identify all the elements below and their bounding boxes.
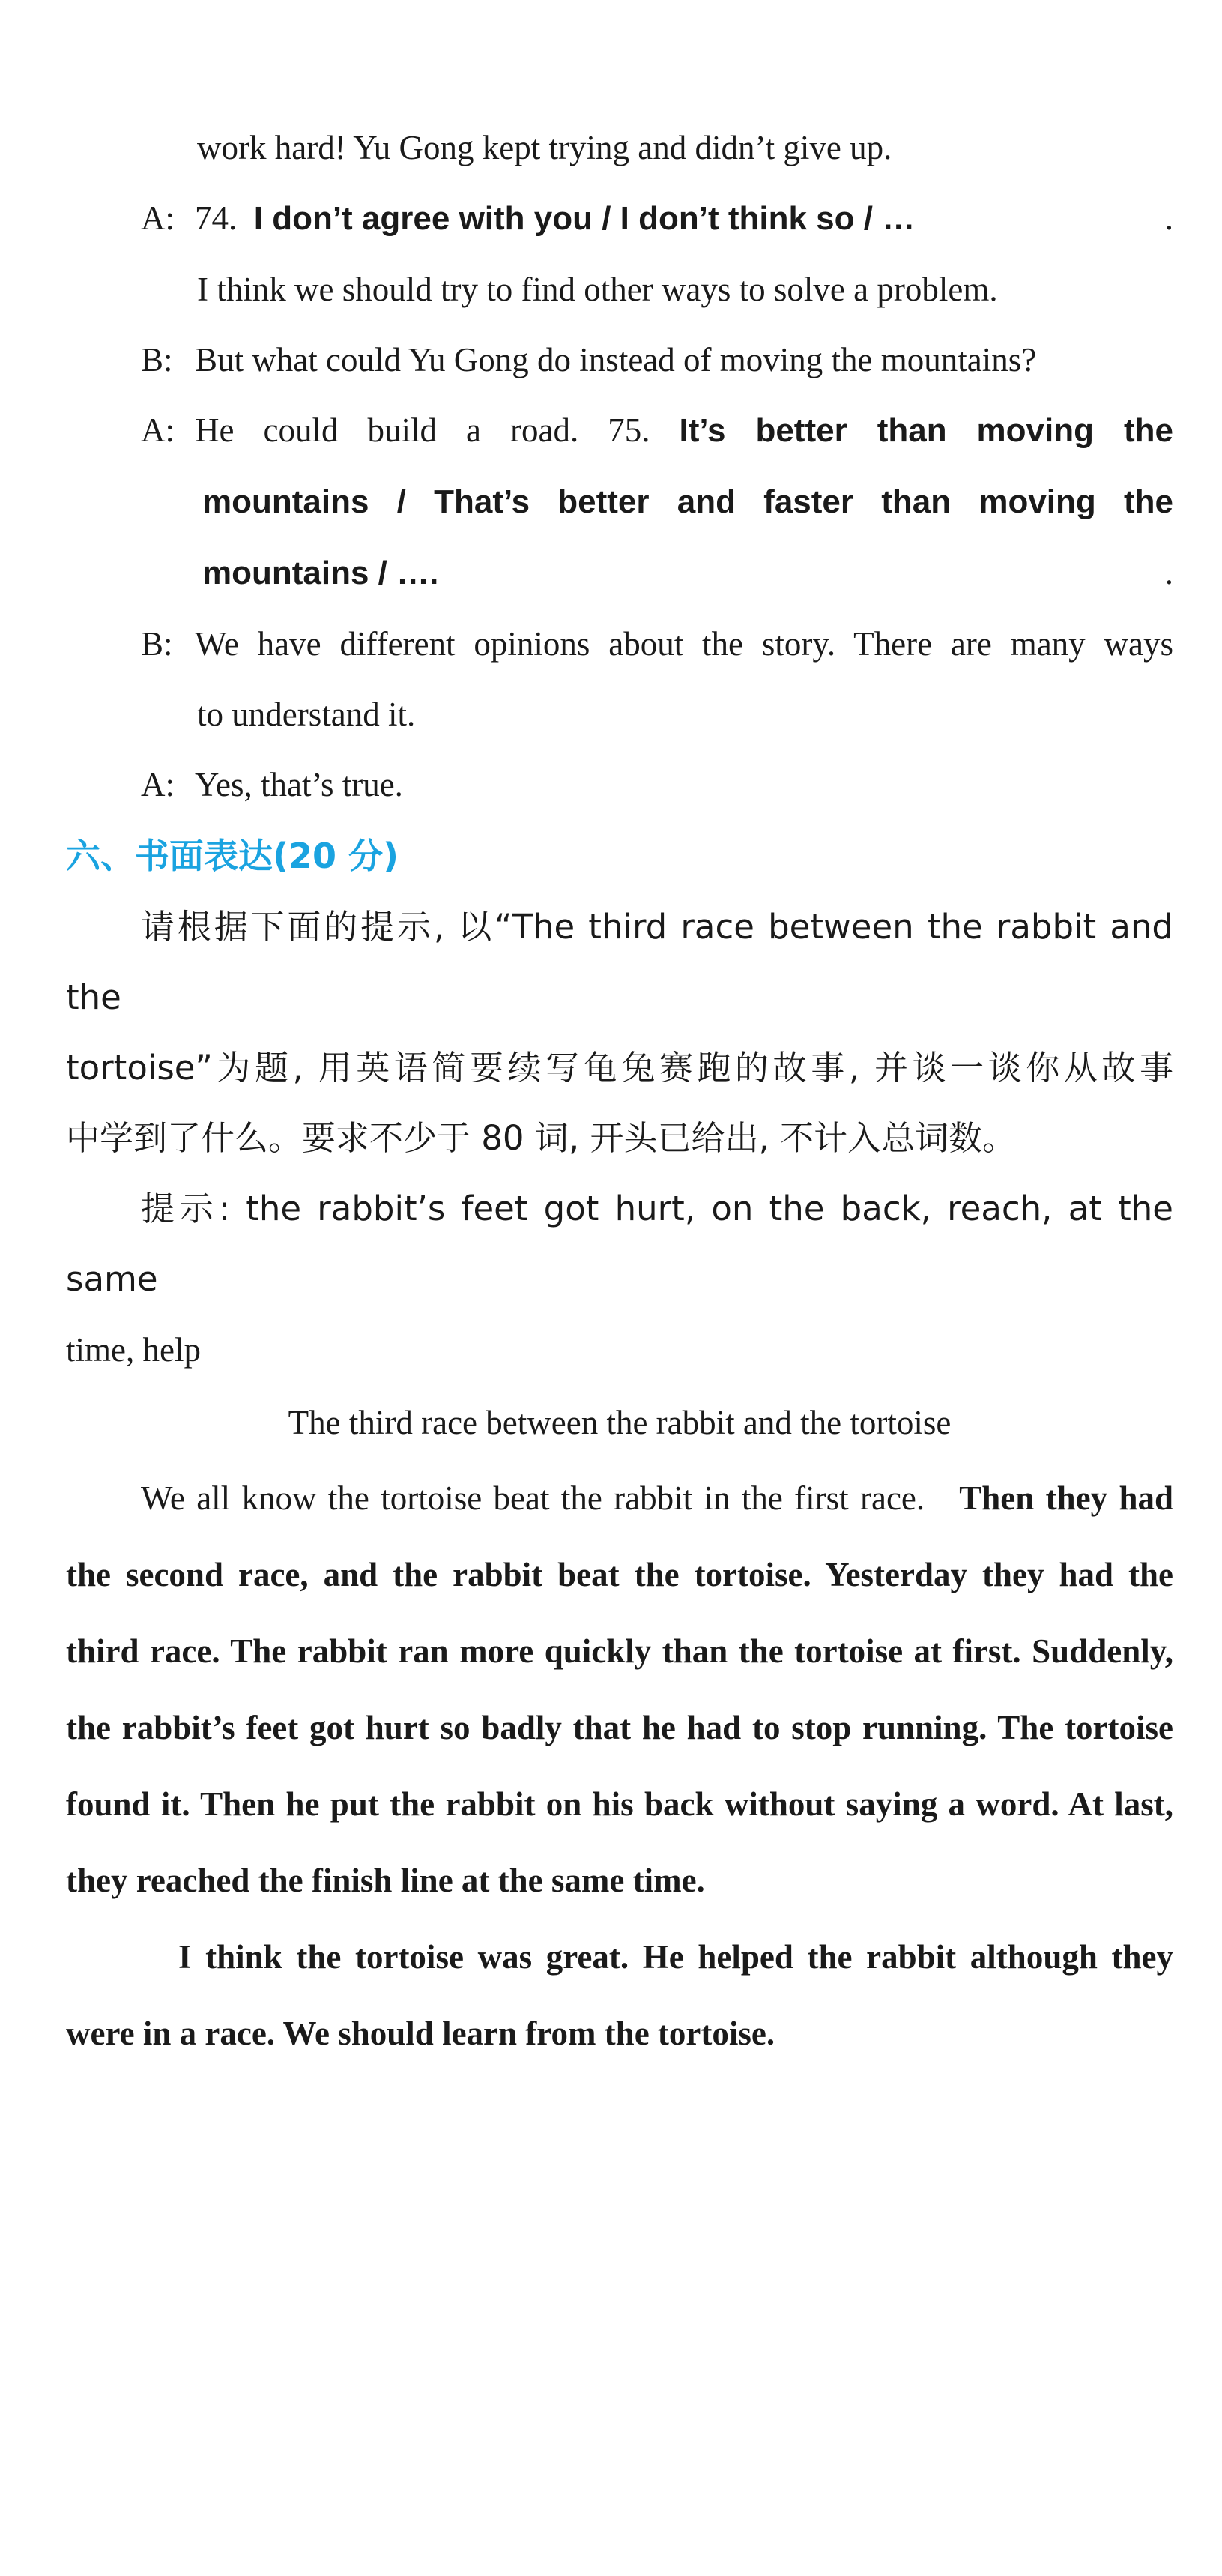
hint-line: 提示: the rabbit’s feet got hurt, on the back, reach, at the same [66,1189,1173,1299]
dialogue-line-b2 [66,609,1173,679]
period-mark: . [1164,199,1173,237]
speaker-label: A: [141,411,175,449]
dialogue-text: Yes, that’s true. [195,766,403,803]
essay-title: The third race between the rabbit and the tortoise [288,1404,952,1441]
speaker-label: A: [141,766,175,803]
essay-given-text: We all know the tortoise beat the rabbit in the first race. [141,1479,925,1517]
essay-paragraph-2: I think the tortoise was great. He helped the rabbit although they were in a race. We should learn from the tortoise. [66,1938,1173,2052]
answer-line [66,537,1173,609]
answer-text: I don’t agree with you / I don’t think so / … [253,200,916,237]
answer-line [66,466,1173,537]
answer-text: It’s better than moving the [679,412,1174,449]
dialogue-text: He could build a road. 75. [195,411,650,449]
instruction-line: 请根据下面的提示, 以“The third race between the rabbit and the [66,907,1173,1017]
dialogue-line: to understand it. [197,696,416,733]
document-page [66,112,1173,2072]
dialogue-line-a74 [66,183,1173,254]
dialogue-line: I think we should try to find other ways to solve a problem. [197,271,998,308]
essay-answer-text: Then they had the second race, and the rabbit beat the tortoise. Yesterday they had the third race. The rabbit ran more quickly than the tortoise at first. Suddenly, the rabbit’s feet got hurt so badly that he had to stop running. The tortoise found it. Then he put the rabbit on his back without saying a word. At last, they reached the finish line at the same time. [66,1479,1174,1899]
speaker-label: B: [141,341,173,378]
dialogue-line-a-last [66,749,1173,820]
answer-text: mountains / …. [202,555,439,591]
dialogue-line-a75 [66,395,1173,466]
section-title: 六、书面表达(20 分) [66,836,399,876]
question-number: 74. [195,199,238,237]
instruction-line: 中学到了什么。要求不少于 80 词, 开头已给出, 不计入总词数。 [66,1118,1017,1158]
instruction-line: tortoise”为题, 用英语简要续写龟兔赛跑的故事, 并谈一谈你从故事 [66,1048,1173,1088]
period-mark: . [1164,554,1173,591]
speaker-label: B: [141,625,173,663]
essay-paragraph-1 [66,1460,1173,1919]
dialogue-text: But what could Yu Gong do instead of moving the mountains? [195,341,1037,378]
dialogue-line-b1 [66,325,1173,395]
dialogue-line: work hard! Yu Gong kept trying and didn’t give up. [197,129,892,166]
speaker-label: A: [141,199,175,237]
answer-text: mountains / That’s better and faster than moving the [202,483,1173,520]
hint-line: time, help [66,1331,201,1369]
dialogue-text: We have different opinions about the story. There are many ways [195,625,1173,663]
